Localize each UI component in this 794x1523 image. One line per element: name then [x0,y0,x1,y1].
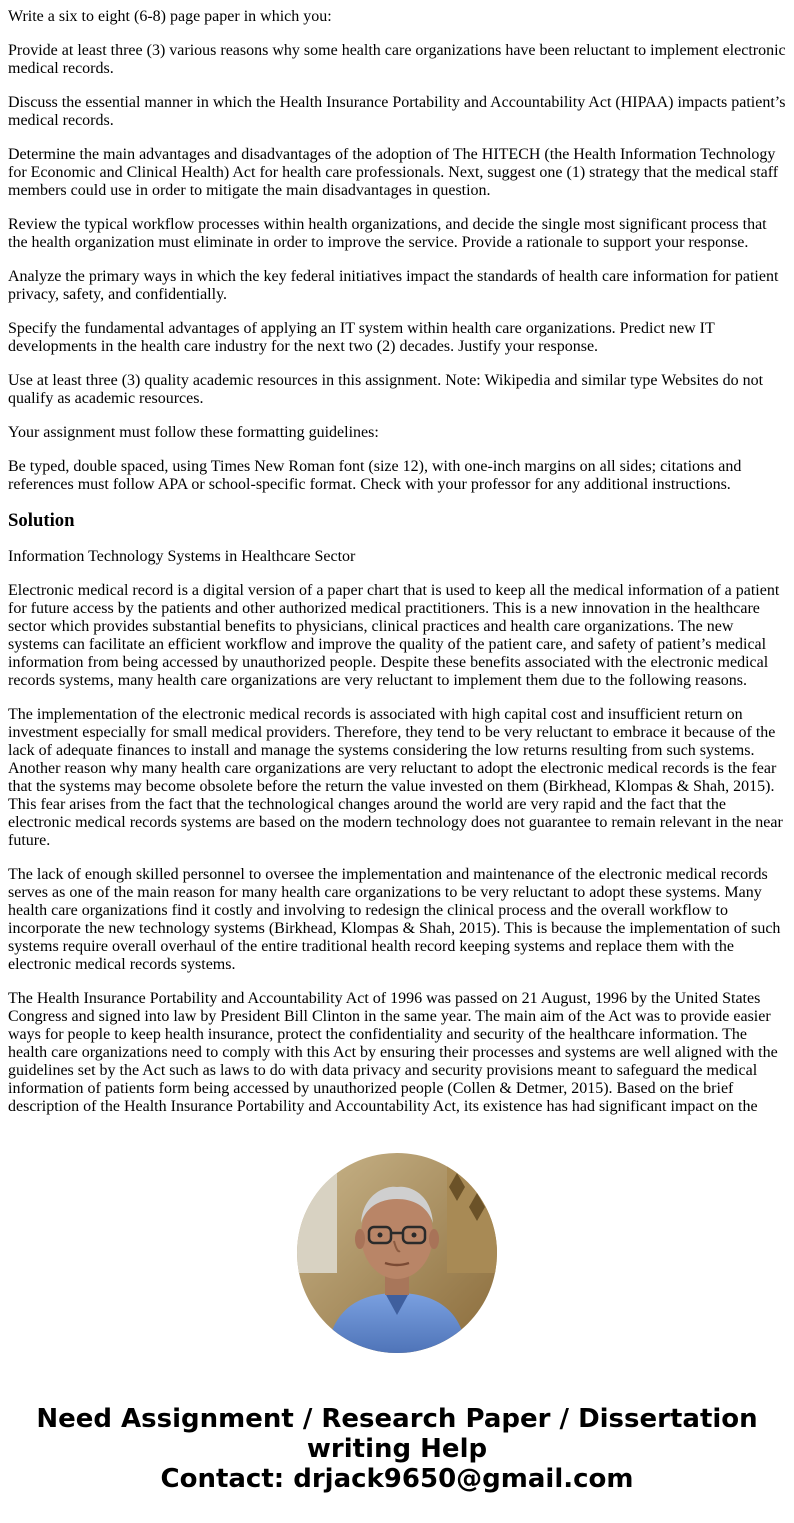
intro-paragraph: Discuss the essential manner in which the Health Insurance Portability and Accountability Act (HIPAA) impacts patient’s medical records. [8,94,786,129]
solution-title: Information Technology Systems in Healthcare Sector [8,548,356,565]
promo-line: writing Help [306,1434,488,1464]
solution-paragraph: Electronic medical record is a digital version of a paper chart that is used to keep all the medical information of a patient for future access by the patients and other authorized medical practitioners. This is a new innovation in the healthcare sector which provides substantial benefits to physicians, clinical practices and health care organizations. The new systems can facilitate an efficient workflow and improve the quality of the patient care, and safety of patient’s medical information from being accessed by unauthorized people. Despite these benefits associated with the electronic medical records systems, many health care organizations are very reluctant to implement them due to the following reasons. [8,582,780,689]
intro-paragraph: Provide at least three (3) various reasons why some health care organizations have been reluctant to implement electronic medical records. [8,42,786,77]
intro-paragraph: Use at least three (3) quality academic resources in this assignment. Note: Wikipedia and similar type Websites do not qualify as academic resources. [8,372,764,407]
solution-paragraph: The lack of enough skilled personnel to oversee the implementation and maintenance of the electronic medical records serves as one of the main reason for many health care organizations to be very reluctant to adopt these systems. Many health care organizations find it costly and involving to redesign the clinical process and the overall workflow to incorporate the new technology systems (Birkhead, Klompas & Shah, 2015). This is because the implementation of such systems require overall overhaul of the entire traditional health record keeping systems and replace them with the electronic medical records systems. [8,866,781,973]
promo-banner [0,1404,794,1494]
intro-paragraph: Write a six to eight (6-8) page paper in which you: [8,8,332,25]
avatar-portrait-image [297,1153,497,1353]
document-body [0,8,794,1116]
intro-paragraph: Determine the main advantages and disadvantages of the adoption of The HITECH (the Health Information Technology for Economic and Clinical Health) Act for health care professionals. Next, suggest one (1) strategy that the medical staff members could use in order to mitigate the main disadvantages in question. [8,146,779,199]
solution-paragraph: The Health Insurance Portability and Accountability Act of 1996 was passed on 21 August, 1996 by the United States Congress and signed into law by President Bill Clinton in the same year. The main aim of the Act was to provide easier ways for people to keep health insurance, protect the confidentiality and security of the healthcare information. The health care organizations need to comply with this Act by ensuring their processes and systems are well aligned with the guidelines set by the Act such as laws to do with data privacy and security provisions meant to safeguard the medical information of patients form being accessed by unauthorized people (Collen & Detmer, 2015). Based on the brief description of the Health Insurance Portability and Accountability Act, its existence has had significant impact on the [8,990,778,1115]
author-avatar [297,1153,497,1353]
promo-line: Need Assignment / Research Paper / Dissertation [36,1404,758,1434]
intro-paragraph: Review the typical workflow processes within health organizations, and decide the single most significant process that the health organization must eliminate in order to improve the service. Provide a rationale to support your response. [8,216,767,251]
promo-contact: Contact: drjack9650@gmail.com [160,1464,634,1494]
intro-paragraph: Be typed, double spaced, using Times New Roman font (size 12), with one-inch margins on all sides; citations and references must follow APA or school-specific format. Check with your professor for any additional instructions. [8,458,742,493]
intro-paragraph: Specify the fundamental advantages of applying an IT system within health care organizations. Predict new IT developments in the health care industry for the next two (2) decades. Justify your response. [8,320,715,355]
intro-paragraph: Analyze the primary ways in which the key federal initiatives impact the standards of health care information for patient privacy, safety, and confidentially. [8,268,779,303]
intro-paragraph: Your assignment must follow these formatting guidelines: [8,424,379,441]
solution-heading: Solution [8,510,75,531]
solution-paragraph: The implementation of the electronic medical records is associated with high capital cost and insufficient return on investment especially for small medical providers. Therefore, they tend to be very reluctant to embrace it because of the lack of adequate finances to install and manage the systems considering the low returns resulting from such systems. Another reason why many health care organizations are very reluctant to adopt the electronic medical records is the fear that the systems may become obsolete before the return the value invested on them (Birkhead, Klompas & Shah, 2015). This fear arises from the fact that the technological changes around the world are very rapid and the fact that the electronic medical records systems are based on the modern technology does not guarantee to remain relevant in the near future. [8,706,783,849]
